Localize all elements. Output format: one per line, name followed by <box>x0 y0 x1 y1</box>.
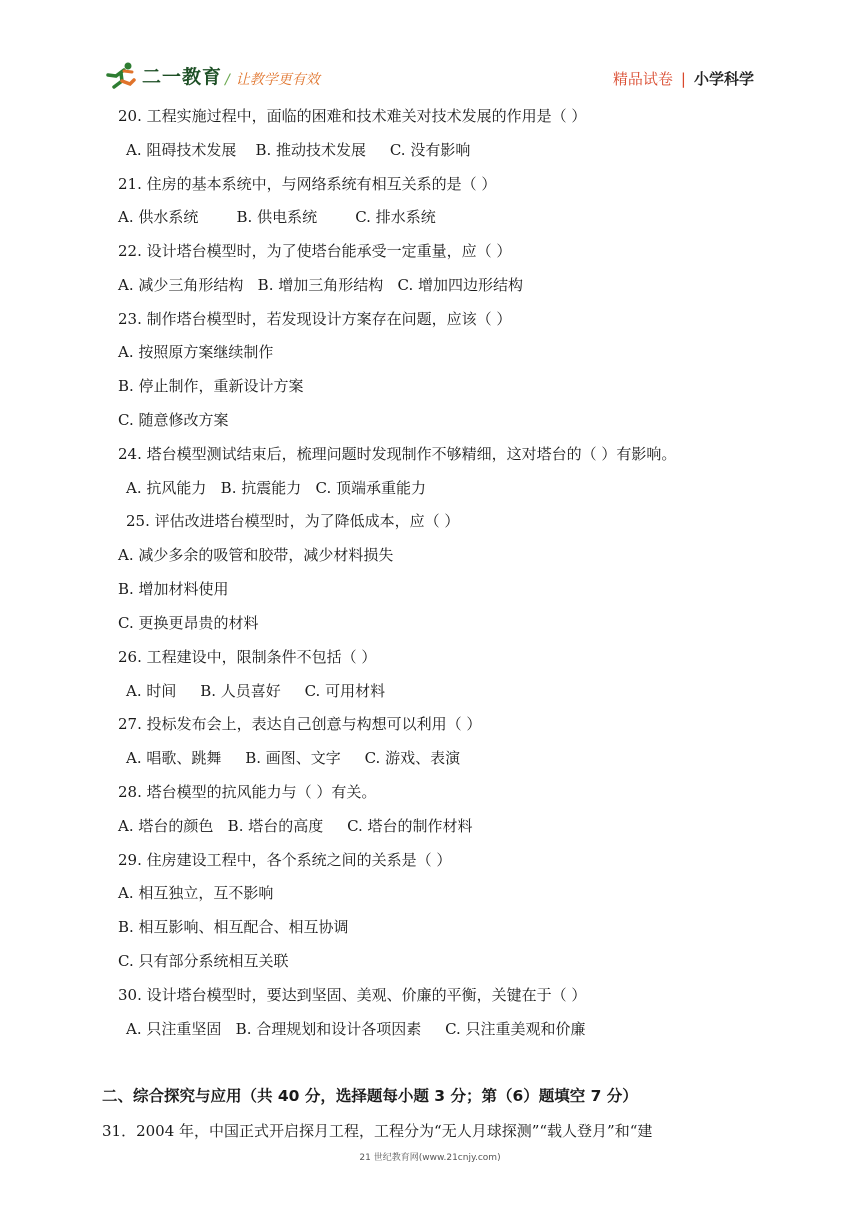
section-heading: 二、综合探究与应用（共 40 分，选择题每小题 3 分；第（6）题填空 7 分） <box>102 1087 638 1105</box>
question-text: 20. 工程实施过程中，面临的困难和技术难关对技术发展的作用是（ ） <box>118 107 587 125</box>
question-text: 27. 投标发布会上，表达自己创意与构想可以利用（ ） <box>118 715 482 733</box>
answer-options: B. 增加材料使用 <box>118 580 229 598</box>
header-right <box>613 68 754 89</box>
runner-logo-icon <box>104 60 138 90</box>
question-text: 24. 塔台模型测试结束后，梳理问题时发现制作不够精细，这对塔台的（ ）有影响。 <box>118 445 677 463</box>
answer-options: C. 随意修改方案 <box>118 411 229 429</box>
slogan-text: 让教学更有效 <box>235 72 320 88</box>
answer-options: A. 只注重坚固 B. 合理规划和设计各项因素 C. 只注重美观和价廉 <box>126 1020 586 1038</box>
answer-options: A. 时间 B. 人员喜好 C. 可用材料 <box>126 682 386 700</box>
answer-options: A. 减少三角形结构 B. 增加三角形结构 C. 增加四边形结构 <box>118 276 524 294</box>
subject-label: 小学科学 <box>693 70 754 88</box>
answer-options: A. 阻碍技术发展 B. 推动技术发展 C. 没有影响 <box>126 141 471 159</box>
page-header <box>0 0 860 100</box>
paper-type-label: 精品试卷 <box>612 70 673 88</box>
header-divider: | <box>680 70 686 88</box>
slogan-separator: / <box>225 72 230 88</box>
question-text: 25. 评估改进塔台模型时，为了降低成本，应（ ） <box>126 512 460 530</box>
answer-options: B. 相互影响、相互配合、相互协调 <box>118 918 349 936</box>
question-text: 26. 工程建设中，限制条件不包括（ ） <box>118 648 377 666</box>
question-text: 31．2004 年，中国正式开启探月工程，工程分为“无人月球探测”“载人登月”和“建 <box>102 1122 653 1140</box>
question-text: 23. 制作塔台模型时，若发现设计方案存在问题，应该（ ） <box>118 310 512 328</box>
answer-options: A. 相互独立，互不影响 <box>118 884 274 902</box>
question-text: 28. 塔台模型的抗风能力与（ ）有关。 <box>118 783 377 801</box>
answer-options: C. 更换更昂贵的材料 <box>118 614 259 632</box>
question-text: 21. 住房的基本系统中，与网络系统有相互关系的是（ ） <box>118 175 497 193</box>
page-footer: 21 世纪教育网(www.21cnjy.com) <box>359 1153 501 1163</box>
answer-options: A. 供水系统 B. 供电系统 C. 排水系统 <box>118 208 436 226</box>
logo-text: 二一教育 <box>142 66 223 88</box>
question-text: 30. 设计塔台模型时，要达到坚固、美观、价廉的平衡，关键在于（ ） <box>118 986 587 1004</box>
answer-options: C. 只有部分系统相互关联 <box>118 952 289 970</box>
slogan <box>225 69 320 89</box>
question-text: 29. 住房建设工程中，各个系统之间的关系是（ ） <box>118 851 452 869</box>
answer-options: A. 唱歌、跳舞 B. 画图、文字 C. 游戏、表演 <box>126 749 461 767</box>
answer-options: A. 抗风能力 B. 抗震能力 C. 顶端承重能力 <box>126 479 427 497</box>
answer-options: A. 塔台的颜色 B. 塔台的高度 C. 塔台的制作材料 <box>118 817 473 835</box>
question-text: 22. 设计塔台模型时，为了使塔台能承受一定重量，应（ ） <box>118 242 512 260</box>
answer-options: A. 按照原方案继续制作 <box>118 343 274 361</box>
site-logo <box>104 60 224 92</box>
answer-options: A. 减少多余的吸管和胶带，减少材料损失 <box>118 546 394 564</box>
answer-options: B. 停止制作，重新设计方案 <box>118 377 304 395</box>
